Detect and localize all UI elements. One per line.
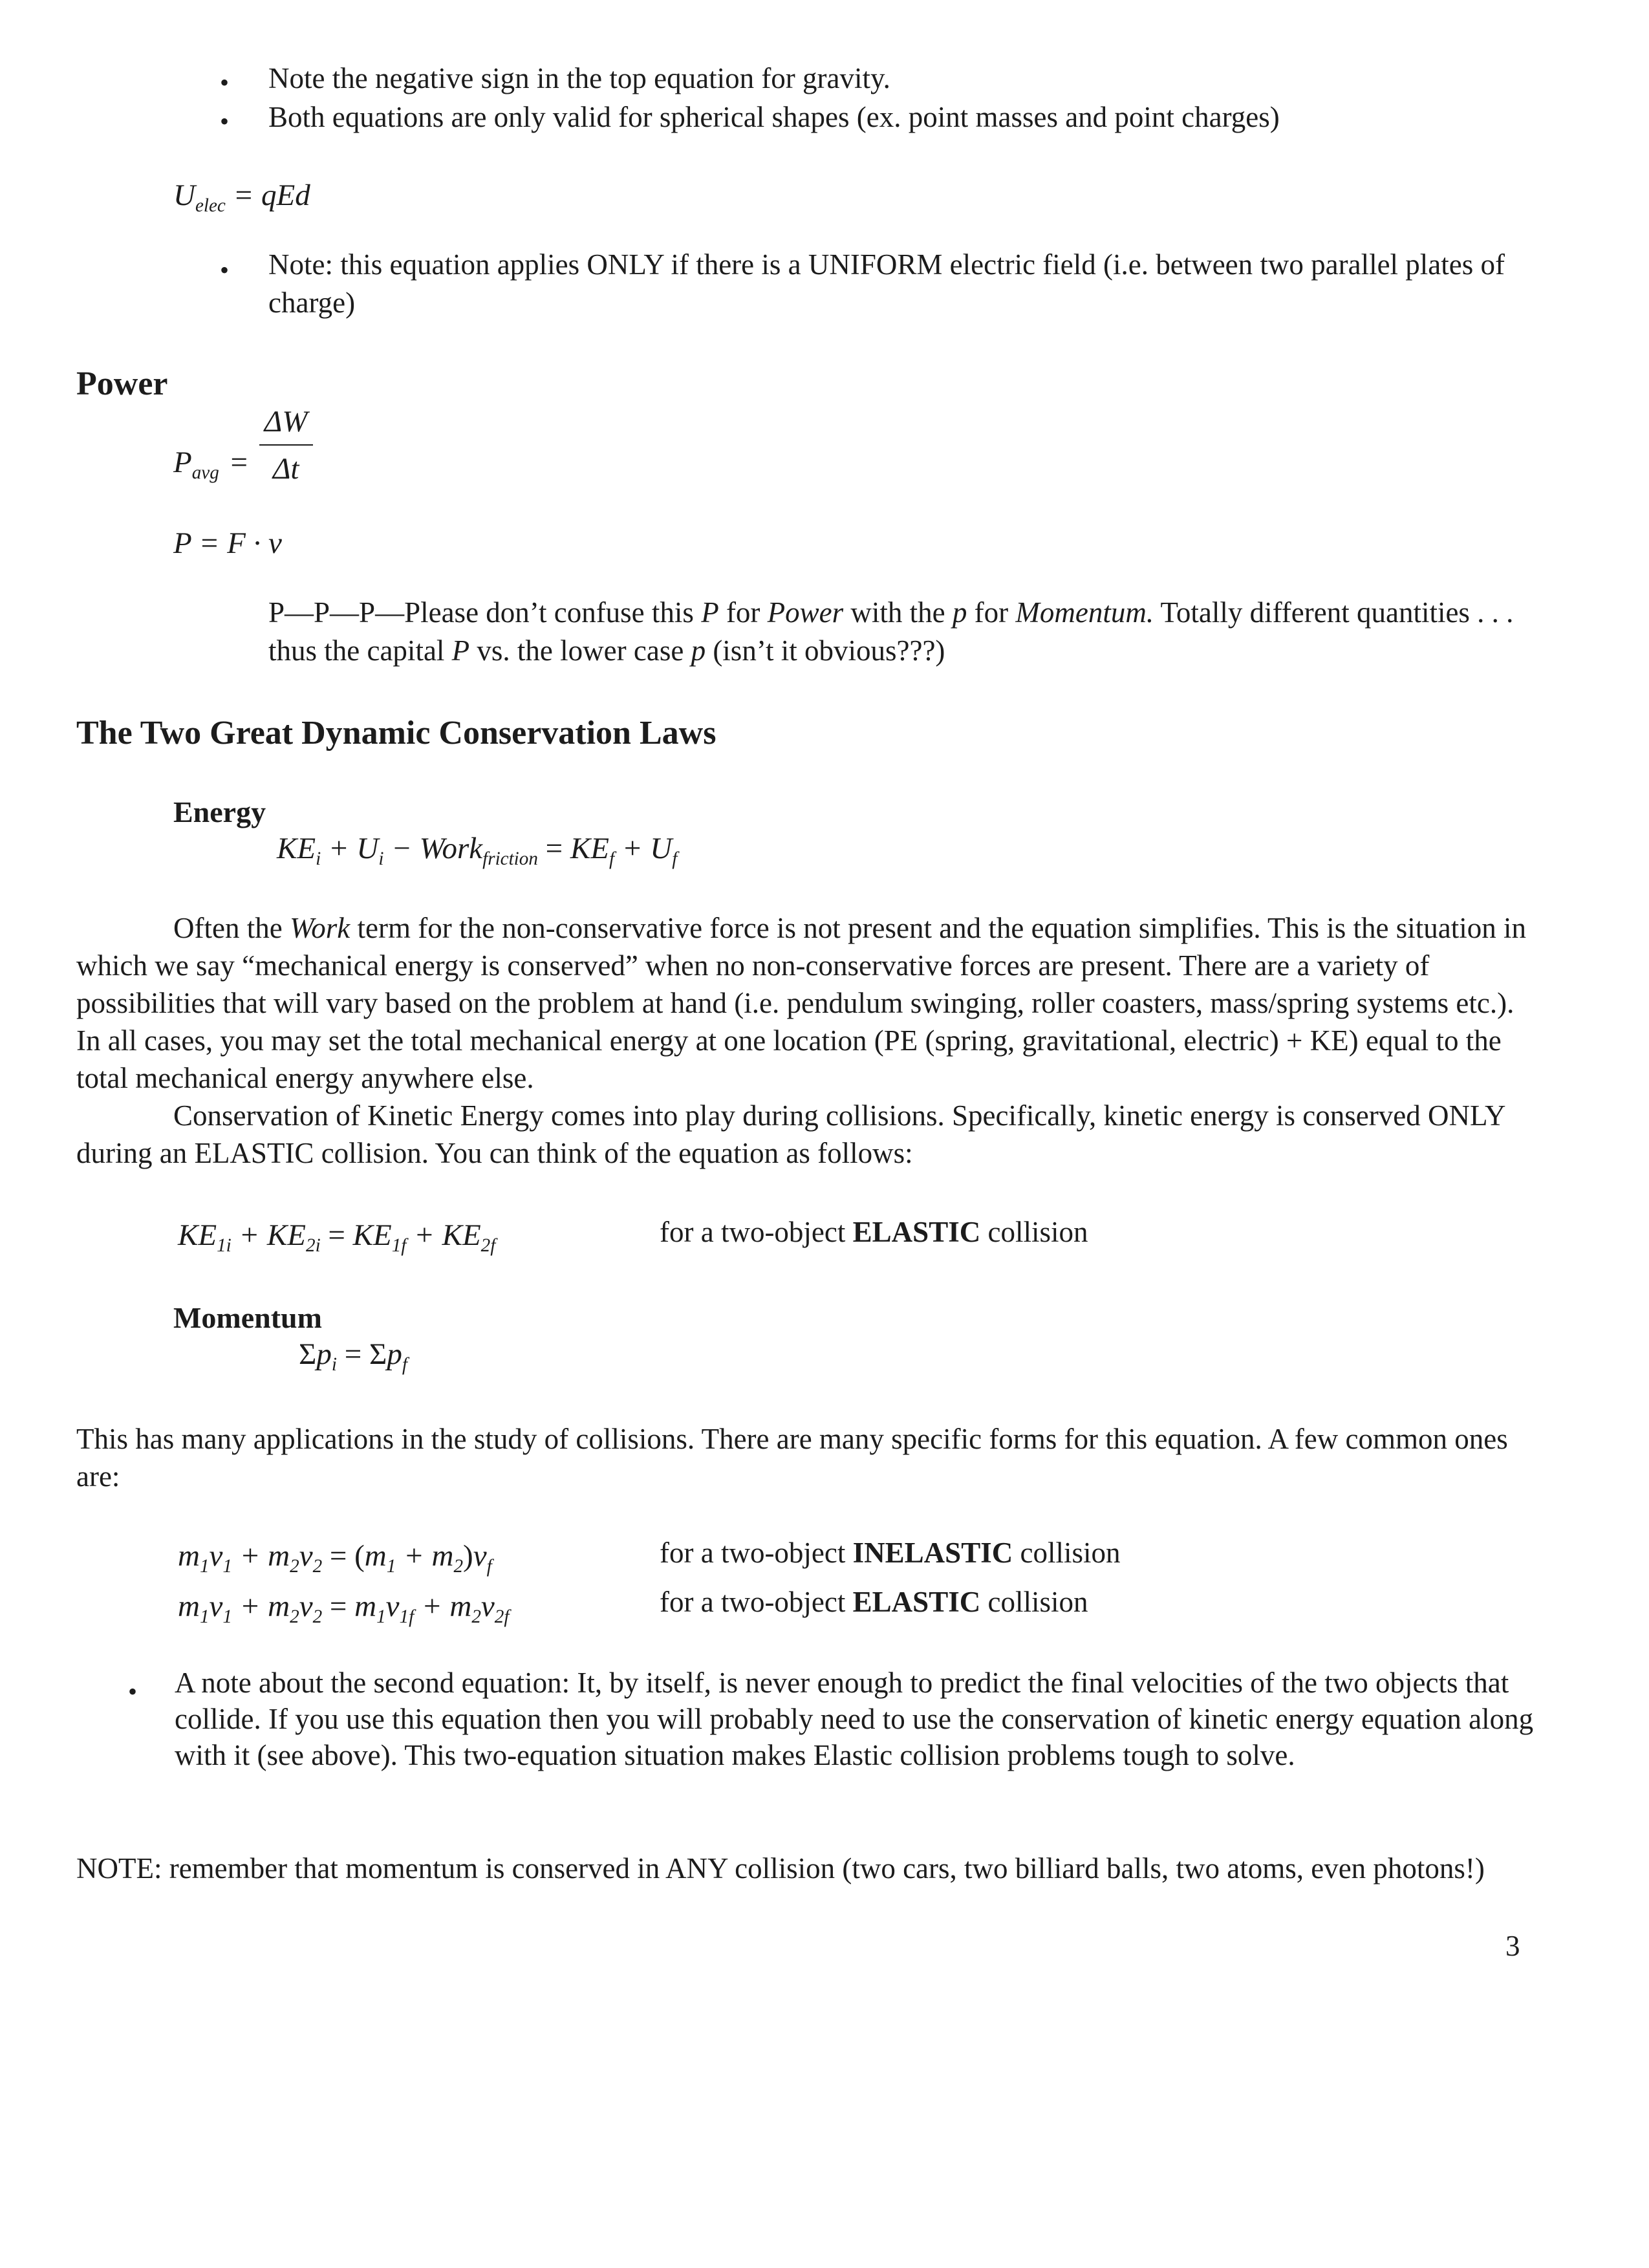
elastic-equation-label [660,1583,1088,1621]
power-force-velocity-equation: P = F · v [173,526,282,560]
label-bold: INELASTIC [852,1537,1013,1569]
p-avg-lhs: P [173,445,192,479]
bullet-marker: • [220,255,230,285]
p-avg-equals: = [230,445,248,479]
page-number: 3 [1505,1930,1520,1962]
bullet-marker: • [128,1677,138,1706]
bullet-marker: • [220,107,230,136]
elastic-equation: $m_1v_1 + m_2v_2 = m_1v_{1f} + m_2v_{2f}$ [178,1590,510,1628]
note-text: for [974,596,1009,629]
note-text: (isn’t it obvious???) [713,634,945,667]
label-text: collision [987,1586,1088,1618]
p-avg-sub: avg [191,462,219,484]
inelastic-equation-label [660,1534,1120,1572]
label-text: for a two-object [660,1537,846,1569]
label-bold: ELASTIC [852,1216,981,1248]
para-text: term for the non-conservative force is not present and the equation simplifies. This is the situation in which we say “mechanical energy is conserved” when no non-conservative forces are present. There are a variety of possibilities that will vary based on the problem at hand (i.e. pendulum swinging, roller coasters, mass/spring systems etc.). In all cases, you may set the total mechanical energy at one location (PE (spring, gravitational, electric) + KE) equal to the total mechanical energy anywhere else. [76,912,1527,1094]
note-italic: p [952,596,967,629]
note-italic: P [451,634,470,667]
note-text: for [726,596,760,629]
note-text: vs. the lower case [477,634,684,667]
note-text: Totally different quantities . . . thus the capital [268,596,1514,667]
delta-w-over-delta-t [259,402,313,489]
uelec-equation [173,176,310,215]
energy-equation: $KE_i + U_i$ − Work$_{friction}$ = $KE_f + U_f$ [277,832,678,870]
ke-conservation-equation: $KE_{1i} + KE_{2i} = KE_{1f} + KE_{2f}$ [178,1218,496,1257]
note-text: with the [850,596,945,629]
label-text: collision [1020,1537,1121,1569]
bullet-gravity-sign: Note the negative sign in the top equation for gravity. [268,62,890,94]
fraction-denominator: Δt [272,452,299,486]
note-text: P—P—P—Please don’t confuse this [268,596,694,629]
power-confusion-note [268,594,1536,669]
momentum-paragraph: This has many applications in the study of collisions. There are many specific forms for this equation. A few common ones are: [76,1423,1508,1493]
bullet-spherical-shapes: Both equations are only valid for spherical shapes (ex. point masses and point charges) [268,101,1280,133]
uelec-note: Note: this equation applies ONLY if there is a UNIFORM electric field (i.e. between two parallel plates of charge) [268,248,1505,319]
label-text: collision [987,1216,1088,1248]
bullet-marker: • [220,68,230,97]
fraction-numerator: ΔW [259,402,313,446]
power-average-equation [173,402,313,489]
conservation-heading: The Two Great Dynamic Conservation Laws [76,715,717,751]
energy-heading: Energy [173,795,266,828]
label-text: for a two-object [660,1216,846,1248]
momentum-heading: Momentum [173,1301,322,1334]
note-italic: Momentum. [1015,596,1154,629]
momentum-equation: $\Sigma p_i = \Sigma p_f$ [299,1337,407,1376]
note-italic: p [691,634,706,667]
uelec-lhs: U [173,178,195,212]
momentum-final-note: NOTE: remember that momentum is conserved in ANY collision (two cars, two billiard balls, two atoms, even photons!) [76,1852,1485,1885]
label-text: for a two-object [660,1586,846,1618]
label-bold: ELASTIC [852,1586,981,1618]
para-text: Conservation of Kinetic Energy comes into play during collisions. Specifically, kinetic energy is conserved ONLY during an ELASTIC collision. You can think of the equation as follows: [76,1099,1505,1169]
note-italic: P [701,596,719,629]
ke-equation-label [660,1213,1088,1251]
para-italic-work: Work [289,912,350,944]
note-italic: Power [767,596,844,629]
inelastic-equation: $m_1v_1 + m_2v_2 = (m_1 + m_2)v_f$ [178,1539,492,1577]
uelec-sub: elec [195,195,226,217]
uelec-rhs: = qEd [233,178,310,212]
energy-paragraph-1 [76,909,1538,1097]
power-heading: Power [76,365,168,402]
energy-paragraph-2 [76,1097,1538,1172]
second-equation-note: A note about the second equation: It, by itself, is never enough to predict the final velocities of the two objects that collide. If you use this equation then you will probably need to use the conservation of kinetic energy equation along with it (see above). This two-equation situation makes Elastic collision problems tough to solve. [175,1667,1534,1771]
para-text: Often the [173,912,283,944]
